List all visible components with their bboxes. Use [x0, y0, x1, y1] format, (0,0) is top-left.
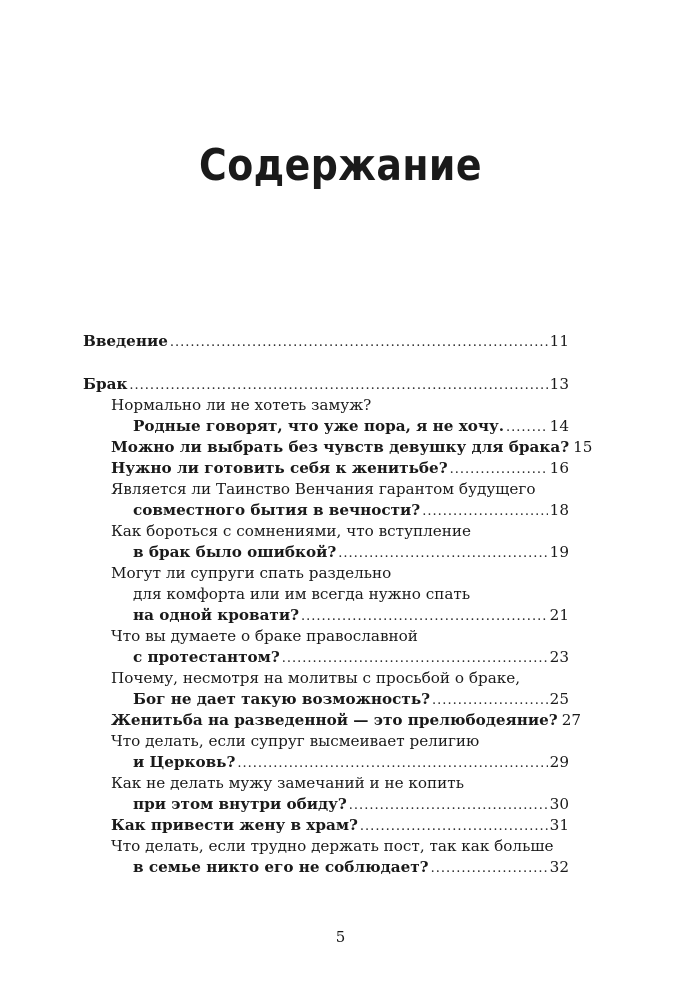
dot-leader — [506, 417, 548, 438]
table-of-contents — [83, 331, 593, 900]
dot-leader — [170, 332, 548, 353]
toc-entry-text: с протестантом? — [133, 648, 280, 666]
toc-entry-line — [83, 416, 569, 437]
toc-page-number: 29 — [549, 753, 569, 771]
toc-entry-line: Что делать, если супруг высмеивает религию — [111, 732, 480, 750]
toc-page-number: 27 — [561, 711, 582, 729]
toc-entry-line — [83, 794, 569, 815]
toc-entry-line — [83, 458, 569, 479]
dot-leader — [349, 795, 548, 816]
toc-page-number: 19 — [549, 543, 569, 561]
toc-entry-text: при этом внутри обиду? — [133, 795, 347, 813]
toc-section-heading — [83, 331, 569, 352]
toc-entry — [83, 458, 569, 479]
toc-entry — [83, 563, 569, 626]
dot-leader — [301, 606, 548, 627]
toc-page-number: 30 — [549, 795, 569, 813]
toc-entry — [83, 836, 569, 878]
toc-entry-text: в брак было ошибкой? — [133, 543, 337, 561]
toc-entry-line — [83, 857, 569, 878]
toc-entry-text: и Церковь? — [133, 753, 236, 771]
toc-entry-line — [83, 710, 582, 731]
toc-entry — [83, 815, 569, 836]
toc-page-number: 18 — [549, 501, 569, 519]
toc-entry-text: Брак — [83, 375, 128, 393]
toc-entry-line: Что делать, если трудно держать пост, так как больше — [111, 837, 554, 855]
toc-entry-line: Является ли Таинство Венчания гарантом будущего — [111, 480, 536, 498]
toc-entry — [83, 731, 569, 773]
toc-page-number: 32 — [549, 858, 569, 876]
dot-leader — [422, 501, 547, 522]
dot-leader — [360, 816, 548, 837]
toc-entry-line: Что вы думаете о браке православной — [111, 627, 418, 645]
toc-entry-line: Могут ли супруги спать раздельно — [111, 564, 392, 582]
toc-entry — [83, 773, 569, 815]
dot-leader — [338, 543, 547, 564]
toc-entry-text: на одной кровати? — [133, 606, 299, 624]
toc-entry-line — [83, 752, 569, 773]
dot-leader — [431, 858, 548, 879]
toc-entry — [83, 479, 569, 521]
toc-page-number: 15 — [573, 438, 593, 456]
toc-entry-line: Как не делать мужу замечаний и не копить — [111, 774, 464, 792]
toc-entry — [83, 668, 569, 710]
dot-leader — [129, 375, 547, 396]
toc-entry-text: Родные говорят, что уже пора, я не хочу. — [133, 417, 505, 435]
toc-entry — [83, 626, 569, 668]
toc-entry-text: Можно ли выбрать без чувств девушку для брака? — [111, 438, 570, 456]
toc-entry-line: Как бороться с сомнениями, что вступление — [111, 522, 471, 540]
toc-entry-line: для комфорта или им всегда нужно спать — [133, 585, 471, 603]
toc-page-number: 21 — [549, 606, 569, 624]
toc-page-number: 14 — [549, 417, 569, 435]
toc-section — [83, 331, 569, 352]
toc-entry-line — [83, 437, 593, 458]
toc-entry-text: Женитьба на разведенной — это прелюбодеяние? — [111, 711, 558, 729]
dot-leader — [237, 753, 547, 774]
toc-entry-text: в семье никто его не соблюдает? — [133, 858, 429, 876]
toc-entry-line — [83, 647, 569, 668]
toc-entry-text: совместного бытия в вечности? — [133, 501, 421, 519]
toc-page-number: 31 — [549, 816, 569, 834]
toc-entry-text: Бог не дает такую возможность? — [133, 690, 431, 708]
toc-entry-line — [83, 542, 569, 563]
toc-entry — [83, 395, 569, 437]
toc-entry — [83, 437, 593, 458]
page-number: 5 — [335, 928, 346, 946]
toc-entry-line — [83, 605, 569, 626]
toc-entry-line — [83, 689, 569, 710]
toc-page-number: 13 — [549, 375, 569, 393]
toc-entry-line — [83, 500, 569, 521]
toc-page-number: 23 — [549, 648, 569, 666]
toc-entry-line: Почему, несмотря на молитвы с просьбой о браке, — [111, 669, 521, 687]
toc-entry-line: Нормально ли не хотеть замуж? — [111, 396, 372, 414]
toc-section-heading — [83, 374, 569, 395]
dot-leader — [450, 459, 548, 480]
toc-entry-text: Как привести жену в храм? — [111, 816, 358, 834]
toc-entry-text: Введение — [83, 332, 168, 350]
toc-page-number: 16 — [549, 459, 569, 477]
page-title: Содержание — [199, 140, 482, 191]
toc-entry-line — [83, 815, 569, 836]
toc-entry — [83, 521, 569, 563]
toc-entry-text: Нужно ли готовить себя к женитьбе? — [111, 459, 448, 477]
toc-section — [83, 374, 593, 878]
toc-page-number: 11 — [549, 332, 569, 350]
dot-leader — [282, 648, 548, 669]
dot-leader — [432, 690, 548, 711]
toc-page-number: 25 — [549, 690, 569, 708]
toc-entry — [83, 710, 582, 731]
